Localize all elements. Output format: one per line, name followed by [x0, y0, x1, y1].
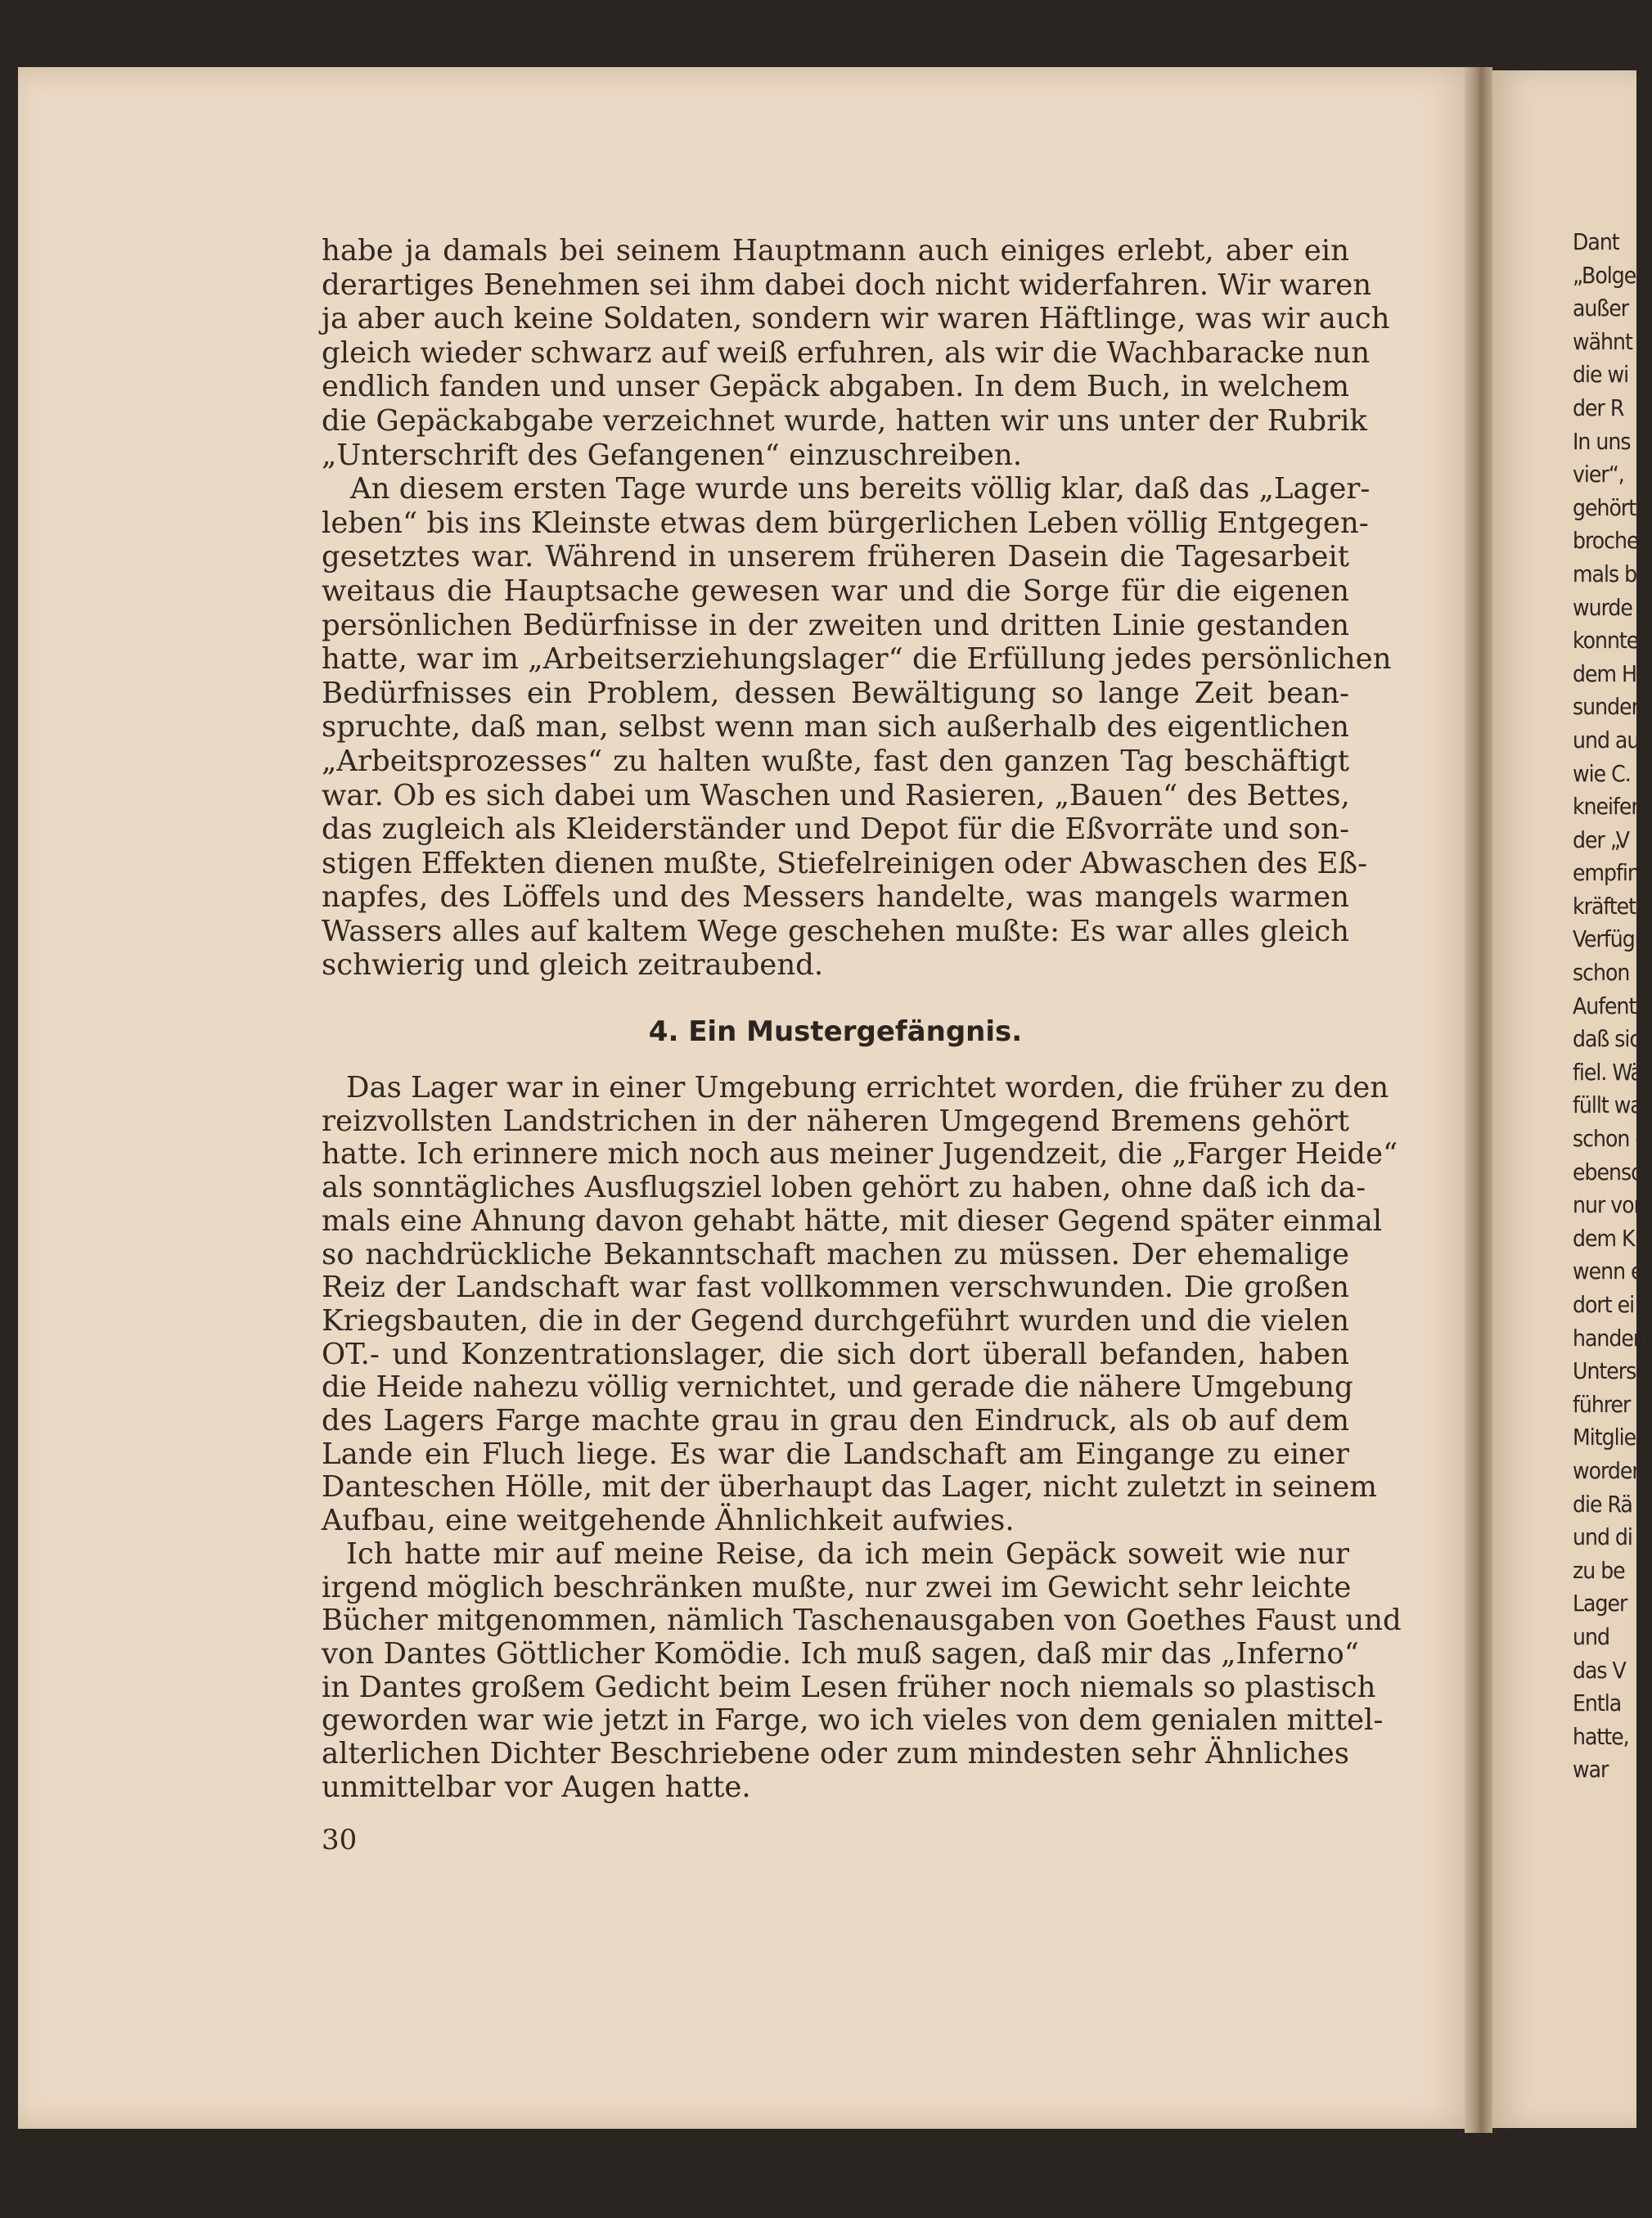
facing-page-line: „Bolge [1573, 261, 1636, 289]
facing-page-line: vier“, [1573, 461, 1624, 488]
text-line: so nachdrückliche Bekanntschaft machen zu müssen. Der ehemalige [322, 1237, 1349, 1271]
facing-page-line: konnte [1573, 627, 1639, 655]
text-line: als sonntägliches Ausflugsziel loben gehört zu haben, ohne daß ich da- [322, 1171, 1366, 1205]
text-line: Ich hatte mir auf meine Reise, da ich mein Gepäck soweit wie nur [346, 1536, 1349, 1571]
text-line: reizvollsten Landstrichen in der näheren Umgegend Bremens gehört [322, 1104, 1349, 1138]
text-line: gleich wieder schwarz auf weiß erfuhren, als wir die Wachbaracke nun [322, 335, 1371, 370]
text-line: Das Lager war in einer Umgebung errichtet worden, die früher zu den [346, 1071, 1389, 1105]
facing-page-line: die Rä [1573, 1490, 1632, 1518]
facing-page-line: außer [1573, 295, 1629, 322]
facing-page-line: wenn e [1573, 1257, 1643, 1285]
facing-page-line: hatte, [1573, 1722, 1629, 1750]
text-line: ja aber auch keine Soldaten, sondern wir waren Häftlinge, was wir auch [322, 302, 1390, 336]
text-line: geworden war wie jetzt in Farge, wo ich vieles von dem genialen mittel- [322, 1703, 1384, 1738]
page-number: 30 [322, 1824, 358, 1856]
text-line: Reiz der Landschaft war fast vollkommen verschwunden. Die großen [322, 1271, 1349, 1305]
text-line: leben“ bis ins Kleinste etwas dem bürgerlichen Leben völlig Entgegen- [322, 506, 1369, 540]
text-line: spruchte, daß man, selbst wenn man sich außerhalb des eigentlichen [322, 710, 1349, 745]
text-line: die Heide nahezu völlig vernichtet, und gerade die nähere Umgebung [322, 1370, 1353, 1405]
facing-page-line: broche [1573, 527, 1639, 555]
section-heading: 4. Ein Mustergefängnis. [648, 1015, 1023, 1048]
facing-page-line: Lager [1573, 1590, 1627, 1617]
facing-page-line: schon [1573, 959, 1630, 987]
text-line: das zugleich als Kleiderständer und Depot für die Eßvorräte und son- [322, 812, 1349, 847]
text-line: stigen Effekten dienen mußte, Stiefelreinigen oder Abwaschen des Eß- [322, 846, 1368, 880]
facing-page-line: kräftete [1573, 892, 1648, 920]
facing-page-line: und [1573, 1622, 1609, 1650]
facing-page-line: und di [1573, 1523, 1632, 1551]
facing-page-line: war [1573, 1756, 1609, 1784]
facing-page-line: schon g [1573, 1125, 1648, 1153]
text-line: hatte, war im „Arbeitserziehungslager“ die Erfüllung jedes persönlichen [322, 642, 1392, 677]
facing-page-line: wurde [1573, 593, 1632, 621]
text-line: schwierig und gleich zeitraubend. [322, 948, 824, 983]
facing-page-line: Dant [1573, 228, 1619, 255]
facing-page-line: Untersc [1573, 1357, 1647, 1385]
facing-page-line: dem H [1573, 659, 1636, 687]
facing-page-line: handen, [1573, 1324, 1651, 1352]
facing-page-line: worden [1573, 1456, 1645, 1484]
text-line: habe ja damals bei seinem Hauptmann auch einiges erlebt, aber ein [322, 234, 1349, 268]
text-line: mals eine Ahnung davon gehabt hätte, mit dieser Gegend später einmal [322, 1203, 1383, 1238]
text-line: Danteschen Hölle, mit der überhaupt das Lager, nicht zuletzt in seinem [322, 1470, 1377, 1505]
facing-page-line: und au [1573, 726, 1640, 754]
facing-page-line: Entla [1573, 1689, 1622, 1717]
text-line: weitaus die Hauptsache gewesen war und die Sorge für die eigenen [322, 574, 1349, 608]
text-line: derartiges Benehmen sei ihm dabei doch nicht widerfahren. Wir waren [322, 268, 1372, 302]
facing-page-line: zu be [1573, 1556, 1625, 1584]
text-line: Wassers alles auf kaltem Wege geschehen mußte: Es war alles gleich [322, 914, 1349, 948]
text-line: in Dantes großem Gedicht beim Lesen früher noch niemals so plastisch [322, 1670, 1376, 1704]
text-line: des Lagers Farge machte grau in grau den Eindruck, als ob auf dem [322, 1404, 1349, 1438]
facing-page-line: das V [1573, 1656, 1626, 1684]
facing-page-line: die wi [1573, 361, 1629, 389]
text-line: unmittelbar vor Augen hatte. [322, 1770, 751, 1804]
facing-page-line: Aufenth [1573, 992, 1649, 1019]
text-line: napfes, des Löffels und des Messers handelte, was mangels warmen [322, 880, 1349, 915]
facing-page-line: empfing [1573, 859, 1652, 887]
text-line: Bedürfnisses ein Problem, dessen Bewältigung so lange Zeit bean- [322, 676, 1349, 710]
text-line: Bücher mitgenommen, nämlich Taschenausgaben von Goethes Faust und [322, 1604, 1402, 1638]
text-line: Aufbau, eine weitgehende Ähnlichkeit aufwies. [322, 1504, 1015, 1538]
facing-page-line: dem K [1573, 1224, 1635, 1252]
text-line: gesetztes war. Während in unserem früheren Dasein die Tagesarbeit [322, 540, 1349, 574]
facing-page-text [1573, 226, 1652, 1787]
facing-page-line: daß sic [1573, 1025, 1641, 1053]
text-line: Kriegsbauten, die in der Gegend durchgeführt wurden und die vielen [322, 1303, 1349, 1338]
facing-page-line: Verfügu [1573, 925, 1647, 953]
opening-paragraphs [322, 234, 1392, 983]
text-line: „Arbeitsprozesses“ zu halten wußte, fast den ganzen Tag beschäftigt [322, 744, 1349, 778]
facing-page-line: ebenso [1573, 1158, 1643, 1185]
facing-page-line: der R [1573, 394, 1624, 421]
facing-page-line: wie C. [1573, 759, 1631, 787]
text-line: Lande ein Fluch liege. Es war die Landschaft am Eingange zu einer [322, 1437, 1349, 1471]
text-line: alterlichen Dichter Beschriebene oder zum mindesten sehr Ähnliches [322, 1737, 1349, 1771]
facing-page-line: führer [1573, 1390, 1631, 1418]
facing-page-line: dort ei [1573, 1291, 1635, 1318]
facing-page-line: kneifen [1573, 793, 1644, 821]
text-line: OT.- und Konzentrationslager, die sich dort überall befanden, haben [322, 1337, 1349, 1371]
facing-page-line: mals b [1573, 560, 1637, 587]
facing-page-line: wähnt [1573, 327, 1632, 355]
book-gutter [1465, 67, 1492, 2133]
text-line: An diesem ersten Tage wurde uns bereits völlig klar, daß das „Lager- [350, 472, 1371, 506]
text-line: „Unterschrift des Gefangenen“ einzuschreiben. [322, 438, 1023, 472]
text-line: endlich fanden und unser Gepäck abgaben. In dem Buch, in welchem [322, 370, 1349, 404]
facing-page-line: füllt wa [1573, 1091, 1642, 1119]
text-line: hatte. Ich erinnere mich noch aus meiner Jugendzeit, die „Farger Heide“ [322, 1137, 1398, 1172]
facing-page-line: sunden [1573, 693, 1644, 721]
facing-page-line: In uns [1573, 427, 1631, 455]
facing-page-line: gehört [1573, 493, 1636, 521]
section-paragraphs [322, 1071, 1402, 1804]
text-line: persönlichen Bedürfnisse in der zweiten und dritten Linie gestanden [322, 608, 1349, 642]
facing-page-line: Mitglie [1573, 1424, 1636, 1451]
text-line: irgend möglich beschränken mußte, nur zwei im Gewicht sehr leichte [322, 1570, 1352, 1604]
facing-page-line: der „V [1573, 826, 1629, 853]
facing-page-line: fiel. Wä [1573, 1058, 1642, 1086]
text-line: von Dantes Göttlicher Komödie. Ich muß sagen, daß mir das „Inferno“ [322, 1636, 1359, 1671]
text-line: die Gepäckabgabe verzeichnet wurde, hatten wir uns unter der Rubrik [322, 403, 1367, 438]
text-line: war. Ob es sich dabei um Waschen und Rasieren, „Bauen“ des Bettes, [322, 778, 1350, 812]
facing-page-line: nur vor [1573, 1191, 1641, 1219]
